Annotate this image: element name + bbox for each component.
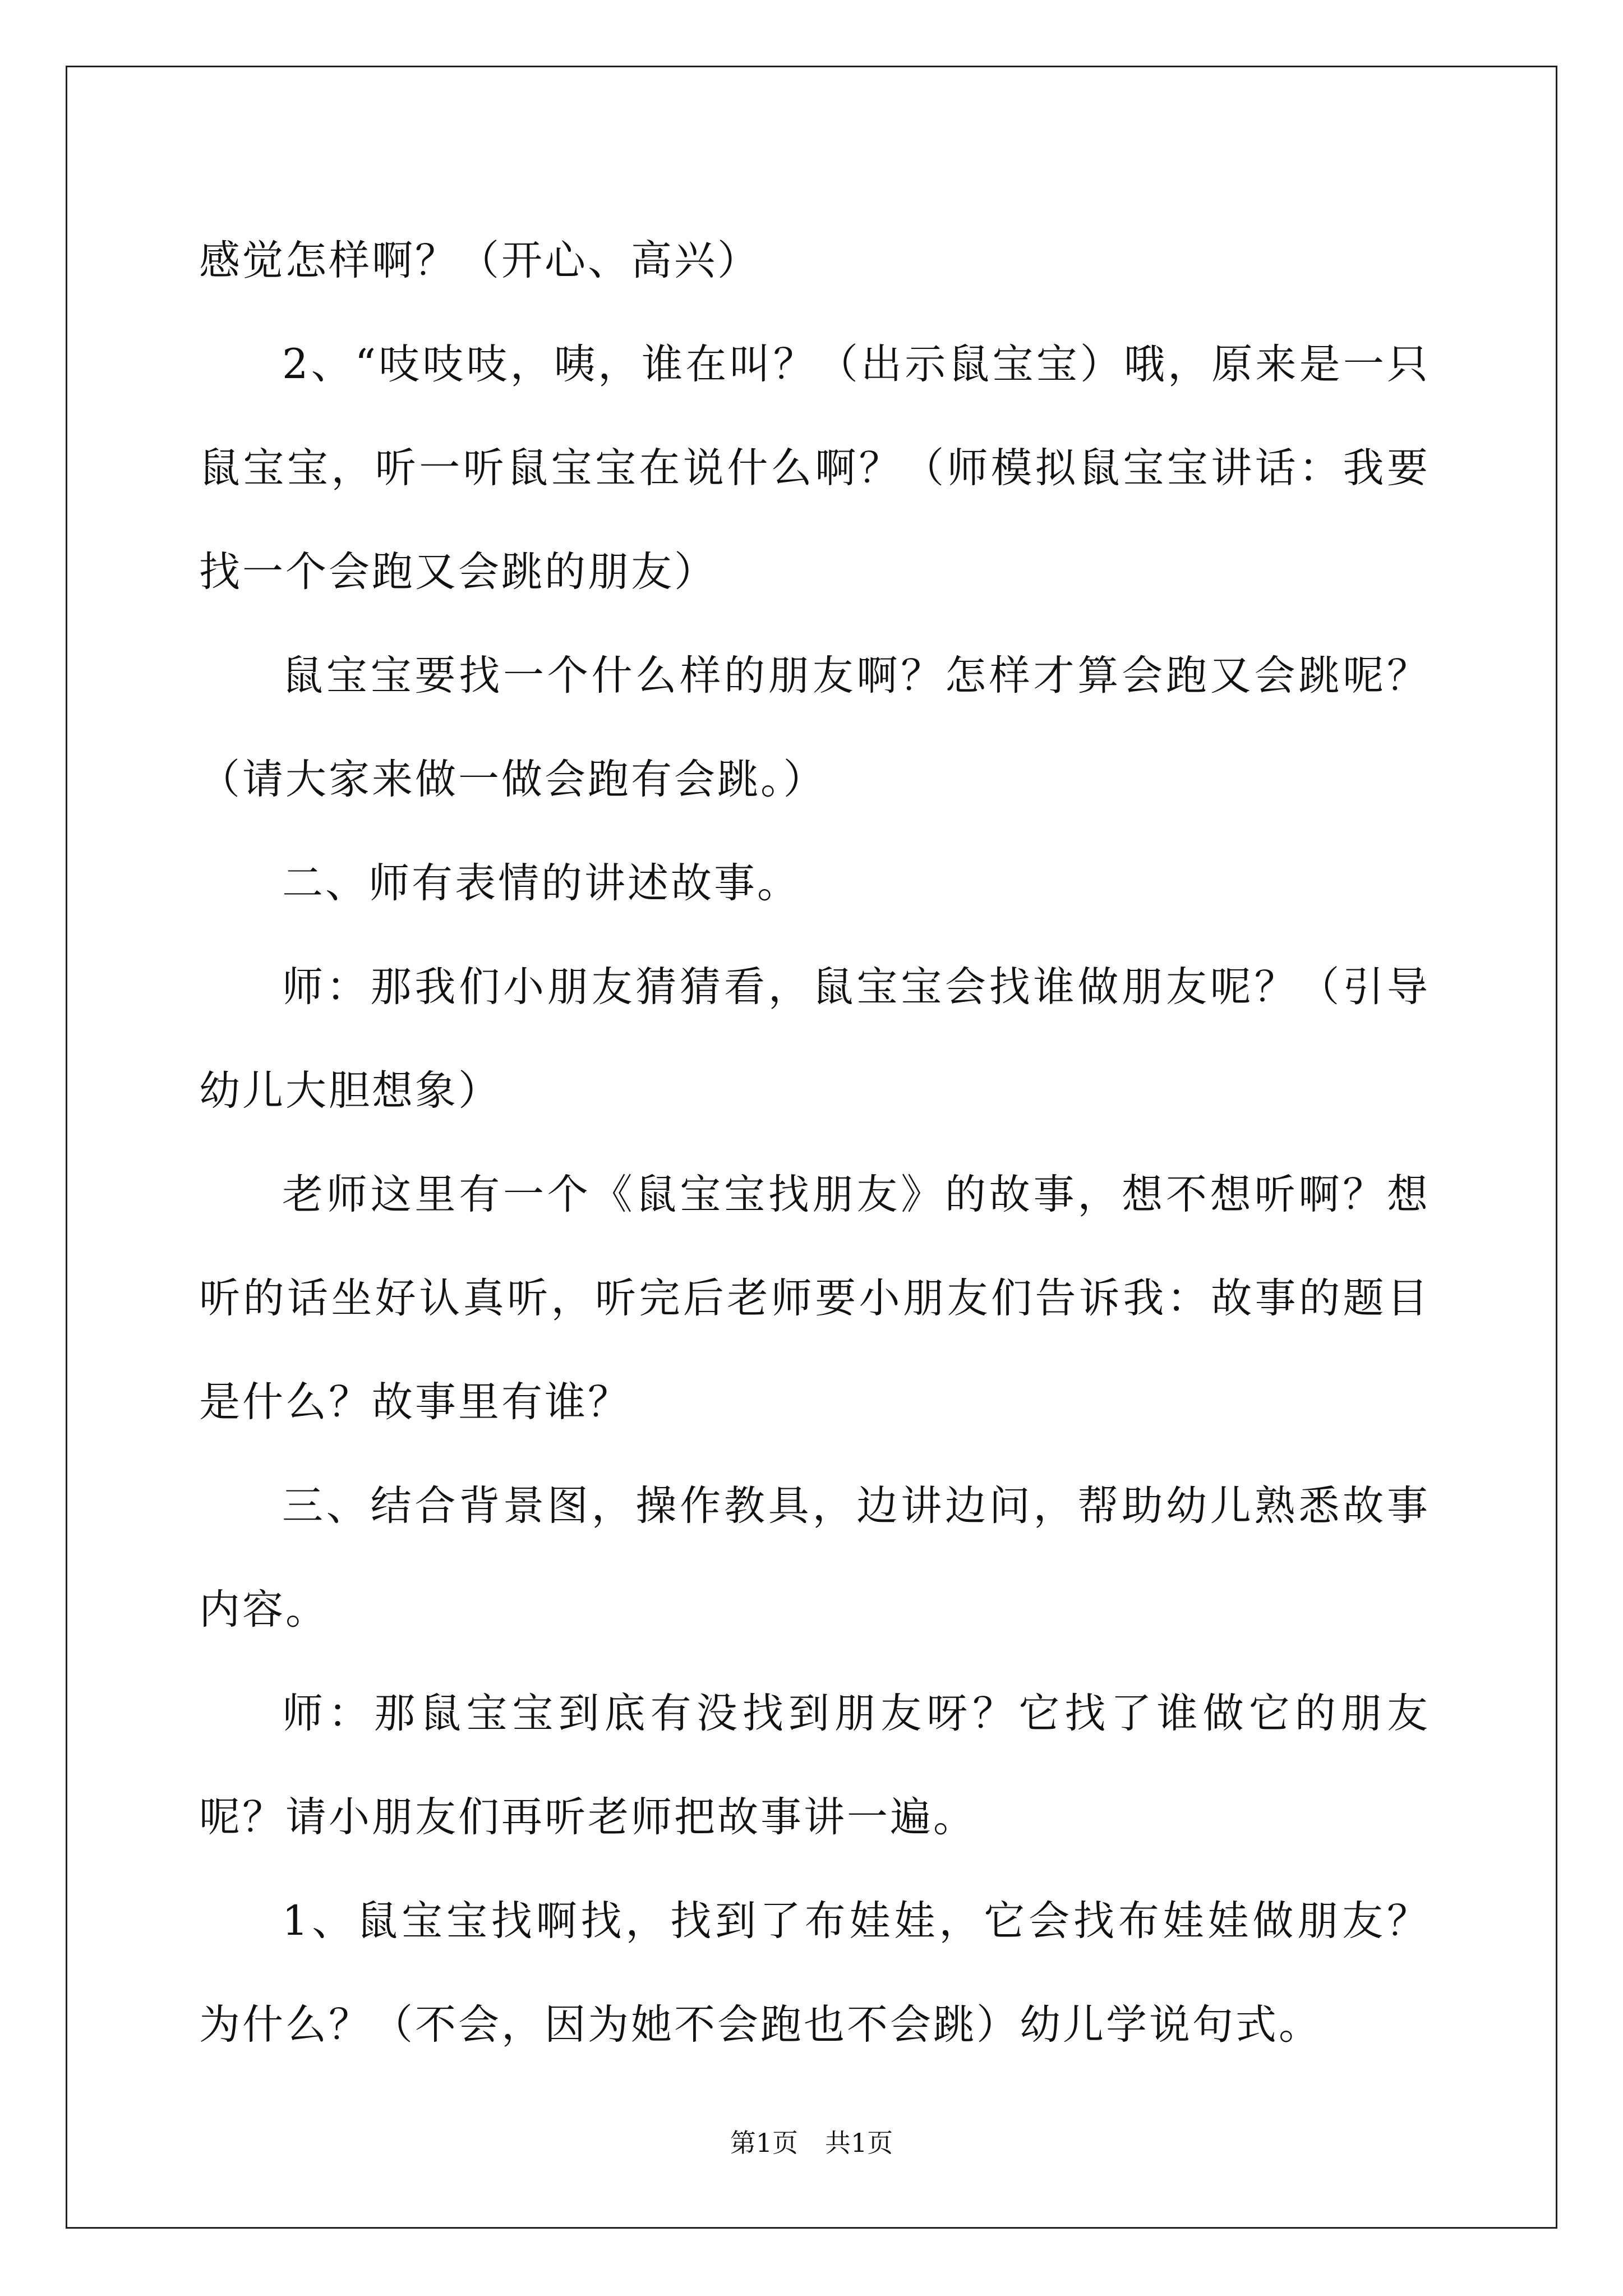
page-footer <box>0 2126 1623 2160</box>
paragraph: 1、鼠宝宝找啊找，找到了布娃娃，它会找布娃娃做朋友？为什么？（不会，因为她不会跑也不会跳）幼儿学说句式。 <box>199 1897 1430 2049</box>
paragraph: 师：那我们小朋友猜猜看，鼠宝宝会找谁做朋友呢？（引导幼儿大胆想象） <box>199 963 1430 1115</box>
paragraph: 2、“吱吱吱，咦，谁在叫？（出示鼠宝宝）哦，原来是一只鼠宝宝，听一听鼠宝宝在说什么啊？（师模拟鼠宝宝讲话：我要找一个会跑又会跳的朋友） <box>199 341 1430 596</box>
paragraph: 感觉怎样啊？（开心、高兴） <box>199 237 760 284</box>
paragraph: 鼠宝宝要找一个什么样的朋友啊？怎样才算会跑又会跳呢？（请大家来做一做会跑有会跳。） <box>199 652 1430 803</box>
total-pages-label: 共1页 <box>825 2128 893 2158</box>
paragraph: 师：那鼠宝宝到底有没找到朋友呀？它找了谁做它的朋友呢？请小朋友们再听老师把故事讲一遍。 <box>199 1690 1430 1841</box>
current-page-label: 第1页 <box>730 2128 798 2158</box>
section-heading: 三、结合背景图，操作教具，边讲边问，帮助幼儿熟悉故事内容。 <box>199 1482 1430 1634</box>
paragraph: 老师这里有一个《鼠宝宝找朋友》的故事，想不想听啊？想听的话坐好认真听，听完后老师要小朋友们告诉我：故事的题目是什么？故事里有谁？ <box>199 1171 1430 1426</box>
document-body <box>199 209 1430 2077</box>
section-heading: 二、师有表情的讲述故事。 <box>282 859 800 907</box>
